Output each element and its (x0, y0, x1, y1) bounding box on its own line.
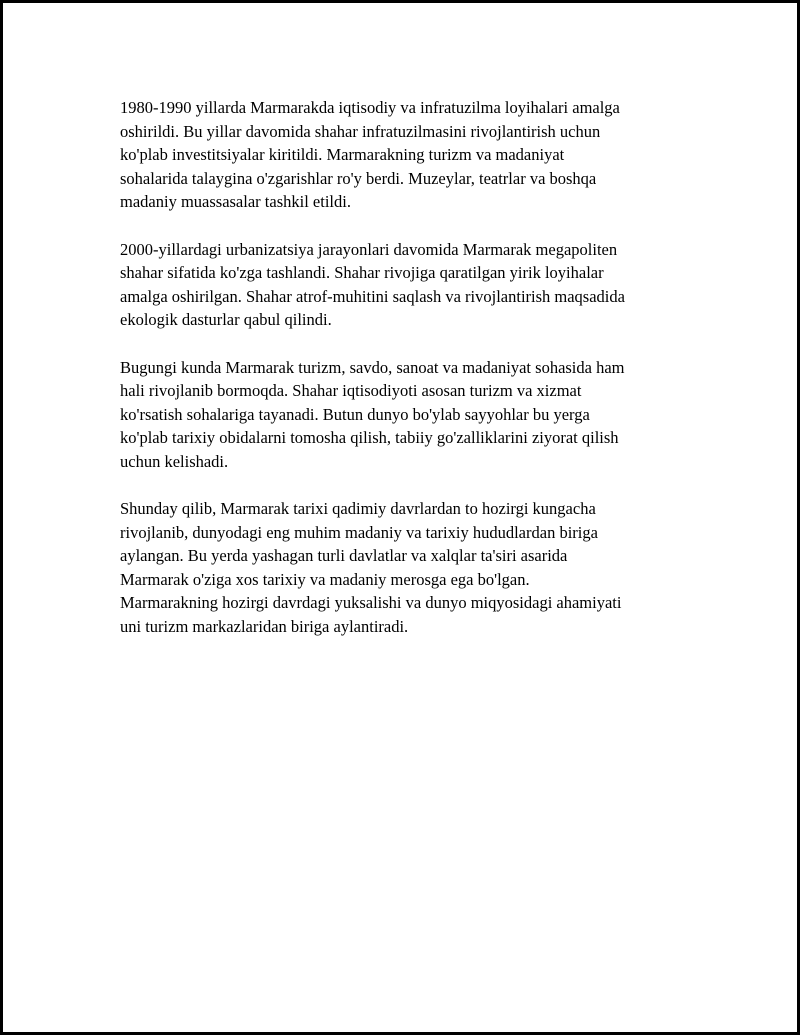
paragraph-today: Bugungi kunda Marmarak turizm, savdo, sanoat va madaniyat sohasida ham hali rivojlanib bormoqda. Shahar iqtisodiyoti asosan turizm va xizmat ko'rsatish sohalariga tayanadi. Butun dunyo bo'ylab sayyohlar bu yerga ko'plab tarixiy obidalarni tomosha qilish, tabiiy go'zalliklarini ziyorat qilish uchun kelishadi. (120, 357, 625, 471)
document-body (120, 96, 692, 662)
paragraph-2000s: 2000-yillardagi urbanizatsiya jarayonlari davomida Marmarak megapoliten shahar sifatida ko'zga tashlandi. Shahar rivojiga qaratilgan yirik loyihalar amalga oshirilgan. Shahar atrof-muhitini saqlash va rivojlantirish maqsadida ekologik dasturlar qabul qilindi. (120, 239, 625, 329)
paragraph-1980-1990: 1980-1990 yillarda Marmarakda iqtisodiy va infratuzilma loyihalari amalga oshirildi. Bu yillar davomida shahar infratuzilmasini rivojlantirish uchun ko'plab investitsiyalar kiritildi. Marmarakning turizm va madaniyat sohalarida talaygina o'zgarishlar ro'y berdi. Muzeylar, teatrlar va boshqa madaniy muassasalar tashkil etildi. (120, 98, 620, 211)
paragraph-conclusion: Shunday qilib, Marmarak tarixi qadimiy davrlardan to hozirgi kungacha rivojlanib, dunyodagi eng muhim madaniy va tarixiy hududlardan biriga aylangan. Bu yerda yashagan turli davlatlar va xalqlar ta'siri asarida Marmarak o'ziga xos tarixiy va madaniy merosga ega bo'lgan. Marmarakning hozirgi davrdagi yuksalishi va dunyo miqyosidagi ahamiyati uni turizm markazlaridan biriga aylantiradi. (120, 499, 622, 636)
